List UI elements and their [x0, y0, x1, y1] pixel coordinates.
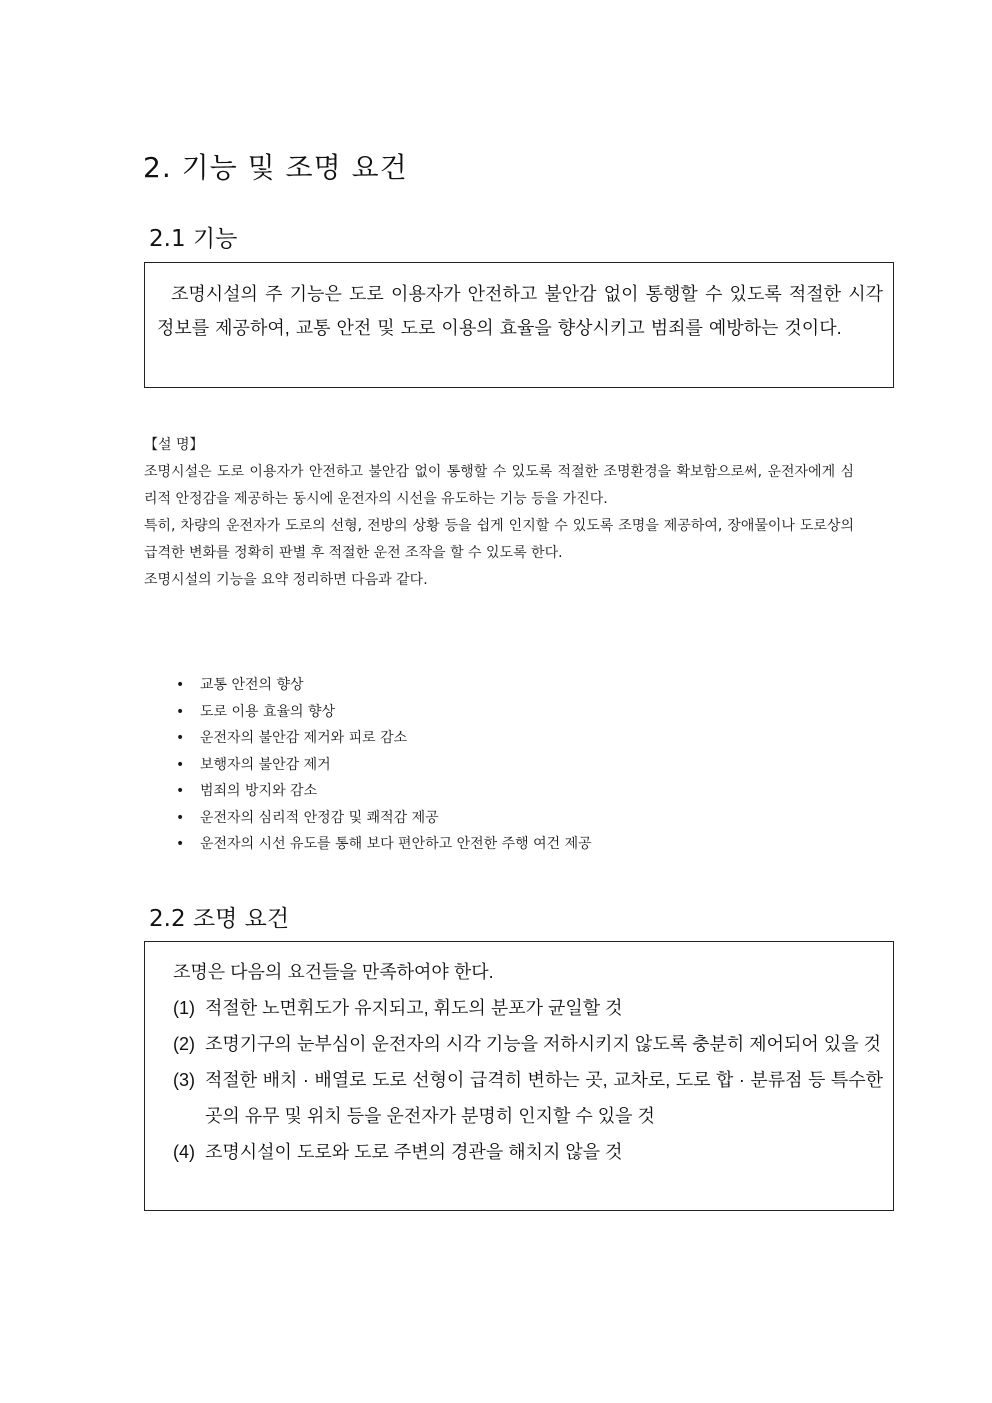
- list-item-text: 범죄의 방지와 감소: [200, 783, 318, 799]
- requirement-number: (4): [173, 1142, 195, 1162]
- list-item-text: 운전자의 불안감 제거와 피로 감소: [200, 730, 408, 746]
- requirement-number: (2): [173, 1034, 195, 1054]
- list-item: [176, 831, 592, 858]
- explanation-paragraph: 특히, 차량의 운전자가 도로의 선형, 전방의 상황 등을 쉽게 인지할 수 있도록 조명을 제공하여, 장애물이나 도로상의 급격한 변화를 정확히 판별 후 적절한 운전 조작을 할 수 있도록 한다.: [144, 518, 854, 561]
- list-item-text: 보행자의 불안감 제거: [200, 756, 331, 773]
- requirements-subsection-title: 2.2 조명 요건: [149, 906, 290, 932]
- list-item-text: 교통 안전의 향상: [200, 677, 304, 693]
- function-summary-text: 조명시설의 주 기능은 도로 이용자가 안전하고 불안감 없이 통행할 수 있도록 적절한 시각 정보를 제공하여, 교통 안전 및 도로 이용의 효율을 향상시키고 범죄를 예방하는 것이다.: [157, 284, 883, 338]
- list-item: [176, 805, 592, 832]
- section-title: 2. 기능 및 조명 요건: [143, 151, 408, 184]
- function-summary-box: [144, 262, 894, 388]
- list-item-text: 운전자의 시선 유도를 통해 보다 편안하고 안전한 주행 여건 제공: [200, 836, 592, 852]
- requirement-text: 조명시설이 도로와 도로 주변의 경관을 해치지 않을 것: [205, 1142, 623, 1162]
- bullet-icon: •: [176, 756, 185, 773]
- bullet-icon: •: [176, 730, 185, 746]
- list-item-text: 도로 이용 효율의 향상: [200, 703, 336, 720]
- requirements-box: [144, 941, 894, 1211]
- bullet-icon: •: [176, 836, 185, 852]
- explanation-heading: 【설 명】: [144, 437, 204, 453]
- list-item: [176, 725, 592, 752]
- bullet-icon: •: [176, 677, 185, 693]
- explanation-paragraph: 조명시설의 기능을 요약 정리하면 다음과 같다.: [144, 572, 428, 588]
- bullet-icon: •: [176, 703, 185, 720]
- requirement-item: [173, 1134, 883, 1170]
- requirement-text: 조명기구의 눈부심이 운전자의 시각 기능을 저하시키지 않도록 충분히 제어되어 있을 것: [205, 1034, 881, 1054]
- requirement-item: [173, 990, 883, 1026]
- requirements-intro: 조명은 다음의 요건들을 만족하여야 한다.: [173, 962, 494, 982]
- list-item: [176, 752, 592, 779]
- function-subsection-title: 2.1 기능: [149, 226, 238, 252]
- list-item-text: 운전자의 심리적 안정감 및 쾌적감 제공: [200, 809, 439, 826]
- requirement-item: [173, 1026, 883, 1062]
- requirement-number: (3): [173, 1070, 195, 1090]
- function-bullet-list: [176, 672, 592, 858]
- requirement-number: (1): [173, 998, 195, 1018]
- list-item: [176, 699, 592, 726]
- list-item: [176, 672, 592, 699]
- requirement-text: 적절한 노면휘도가 유지되고, 휘도의 분포가 균일할 것: [205, 998, 623, 1018]
- explanation-paragraph: 조명시설은 도로 이용자가 안전하고 불안감 없이 통행할 수 있도록 적절한 조명환경을 확보함으로써, 운전자에게 심리적 안정감을 제공하는 동시에 운전자의 시선을 유도하는 기능 등을 가진다.: [144, 464, 854, 507]
- requirement-text: 적절한 배치 · 배열로 도로 선형이 급격히 변하는 곳, 교차로, 도로 합 · 분류점 등 특수한 곳의 유무 및 위치 등을 운전자가 분명히 인지할 수 있을 것: [205, 1070, 883, 1126]
- list-item: [176, 778, 592, 805]
- explanation-section: [144, 432, 854, 594]
- requirement-item: [173, 1062, 883, 1134]
- bullet-icon: •: [176, 809, 185, 826]
- bullet-icon: •: [176, 783, 185, 799]
